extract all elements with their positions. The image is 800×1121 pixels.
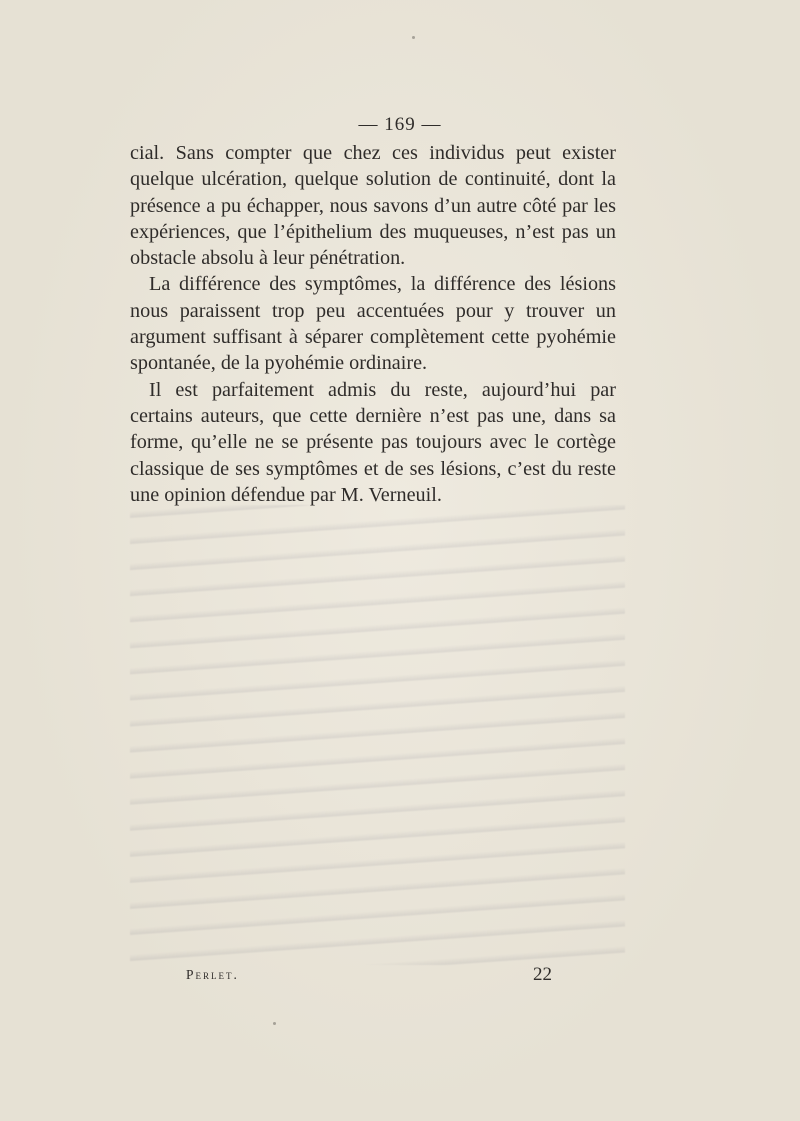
paper-speck: [412, 36, 415, 39]
paragraph-1: cial. Sans compter que chez ces individus peut exister quelque ulcération, quelque solution de continuité, dont la présence a pu échapper, nous savons d’un autre côté par les expériences, que l’épithelium des muqueuses, n’est pas un obstacle absolu à leur pénétration.: [130, 142, 616, 270]
signature-mark: Perlet.: [186, 967, 239, 982]
paper-speck: [273, 1022, 276, 1025]
paragraph-2: La différence des symptômes, la différence des lésions nous paraissent trop peu accentuées pour y trouver un argument suffisant à séparer complètement cette pyohémie spontanée, de la pyohémie ordinaire.: [130, 273, 616, 375]
show-through-text: [130, 505, 625, 965]
paragraph-3: Il est parfaitement admis du reste, aujourd’hui par certains auteurs, que cette dernière n’est pas une, dans sa forme, qu’elle ne se présente pas toujours avec le cortège classique de ses symptômes et de ses lésions, c’est du reste une opinion défendue par M. Verneuil.: [130, 378, 616, 506]
body-text: [130, 140, 616, 508]
page-number: — 169 —: [358, 114, 442, 135]
signature-number: 22: [533, 964, 552, 985]
